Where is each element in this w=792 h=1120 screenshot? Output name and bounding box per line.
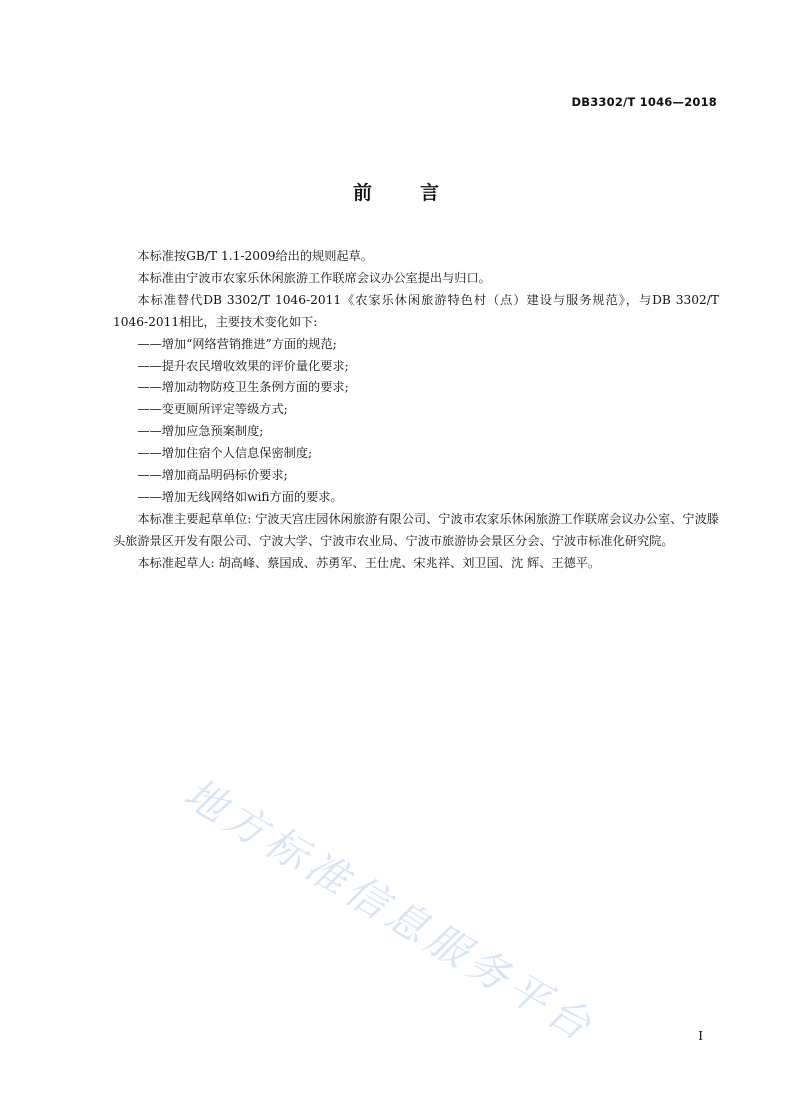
change-item: ——增加动物防疫卫生条例方面的要求; [137, 380, 349, 395]
paragraph-drafting-units: 本标准主要起草单位: 宁波天宫庄园休闲旅游有限公司、宁波市农家乐休闲旅游工作联席会议办公室、宁波滕头旅游景区开发有限公司、宁波大学、宁波市农业局、宁波市旅游协会景区分会、宁波市标准化研究院。 [113, 511, 719, 548]
change-item: ——增加“网络营销推进”方面的规范; [137, 336, 337, 351]
change-item: ——增加商品明码标价要求; [137, 468, 288, 483]
change-item: ——变更厕所评定等级方式; [137, 402, 288, 417]
paragraph-proposer: 本标准由宁波市农家乐休闲旅游工作联席会议办公室提出与归口。 [137, 270, 491, 285]
change-item: ——增加无线网络如wifi方面的要求。 [137, 489, 343, 504]
change-item: ——增加住宿个人信息保密制度; [137, 446, 313, 461]
title-char-1: 前 [352, 182, 372, 204]
document-code: DB3302/T 1046—2018 [571, 95, 717, 109]
paragraph-drafters: 本标准起草人: 胡高峰、蔡国成、苏勇军、王仕虎、宋兆祥、刘卫国、沈 辉、王德平。 [137, 555, 601, 570]
title-char-2: 言 [420, 182, 440, 204]
foreword-body [113, 246, 719, 575]
paragraph-replacement: 本标准替代DB 3302/T 1046-2011《农家乐休闲旅游特色村（点）建设与服务规范》，与DB 3302/T 1046-2011相比，主要技术变化如下: [113, 292, 719, 329]
change-item: ——增加应急预案制度; [137, 424, 264, 439]
paragraph-drafting-rules: 本标准按GB/T 1.1-2009给出的规则起草。 [137, 249, 373, 263]
change-item: ——提升农民增收效果的评价量化要求; [137, 358, 349, 373]
watermark: 地方标准信息服务平台 [175, 768, 604, 1053]
page-number: I [698, 1029, 703, 1043]
page-title [0, 178, 792, 205]
